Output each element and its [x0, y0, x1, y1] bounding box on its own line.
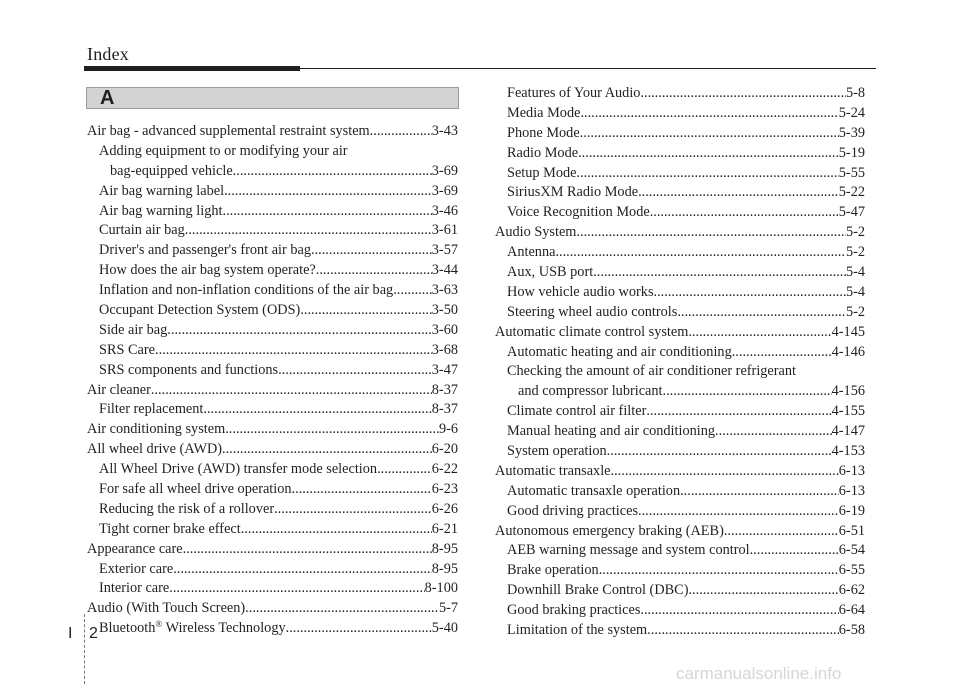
index-entry [87, 579, 458, 599]
entry-page-number: 3-69 [431, 182, 458, 199]
leader-dots [183, 540, 432, 560]
index-entry [87, 520, 458, 540]
leader-dots [222, 440, 432, 460]
entry-text: SRS components and functions [99, 361, 279, 378]
index-entry [87, 341, 458, 361]
index-entry [87, 202, 458, 222]
index-entry [495, 601, 865, 621]
leader-dots [233, 162, 432, 182]
index-entry [87, 560, 458, 580]
index-entry [87, 221, 458, 241]
entry-page-number: 4-145 [831, 323, 865, 340]
leader-dots [638, 502, 839, 522]
entry-text: Good braking practices [507, 602, 641, 619]
entry-text: How vehicle audio works [507, 283, 654, 300]
entry-text: Radio Mode [507, 144, 579, 161]
footer-section-label: I [68, 625, 73, 642]
entry-page-number: 6-21 [431, 520, 458, 537]
index-entry [87, 281, 458, 301]
entry-page-number: 5-4 [845, 264, 865, 281]
entry-text: Automatic transaxle [495, 462, 611, 479]
entry-page-number: 3-46 [431, 202, 458, 219]
entry-page-number: 5-47 [838, 204, 865, 221]
entry-page-number: 9-6 [438, 421, 458, 438]
index-entry [87, 599, 458, 619]
leader-dots [650, 203, 839, 223]
entry-text: For safe all wheel drive operation [99, 481, 292, 498]
index-entry [495, 323, 865, 343]
entry-text: Air bag warning light [99, 202, 223, 219]
index-entry [495, 243, 865, 263]
leader-dots [638, 183, 839, 203]
leader-dots [580, 124, 839, 144]
entry-page-number: 5-2 [845, 224, 865, 241]
leader-dots [593, 263, 846, 283]
index-entry [495, 343, 865, 363]
entry-text: Reducing the risk of a rollover [99, 500, 275, 517]
entry-page-number: 6-20 [431, 441, 458, 458]
entry-page-number: 8-95 [431, 560, 458, 577]
entry-text: Automatic transaxle operation [507, 482, 681, 499]
index-entry [87, 142, 458, 162]
index-entry [495, 303, 865, 323]
leader-dots [677, 303, 846, 323]
index-entry [87, 321, 458, 341]
leader-dots [241, 520, 432, 540]
index-entry [87, 182, 458, 202]
entry-text: Checking the amount of air conditioner refrigerant [507, 363, 797, 380]
entry-page-number: 6-58 [838, 622, 865, 639]
registered-mark: ® [155, 619, 163, 630]
leader-dots [245, 599, 439, 619]
leader-dots [611, 462, 839, 482]
leader-dots [151, 381, 432, 401]
entry-text: Features of Your Audio [507, 85, 641, 101]
index-entry [87, 381, 458, 401]
entry-page-number: 6-55 [838, 562, 865, 579]
entry-page-number: 3-50 [431, 302, 458, 319]
entry-text: Interior care [99, 580, 170, 597]
index-entry [87, 162, 458, 182]
entry-page-number: 6-13 [838, 462, 865, 479]
index-entry [495, 283, 865, 303]
entry-page-number: 8-37 [431, 381, 458, 398]
index-entry [87, 400, 458, 420]
entry-page-number: 3-63 [431, 282, 458, 299]
entry-page-number: 5-22 [838, 184, 865, 201]
leader-dots [646, 402, 831, 422]
index-entry [495, 462, 865, 482]
entry-text: AEB warning message and system control [507, 542, 750, 559]
index-entry [87, 420, 458, 440]
entry-text: Aux, USB port [507, 264, 594, 281]
section-letter: A [100, 87, 115, 109]
leader-dots [393, 281, 432, 301]
index-entry [495, 402, 865, 422]
leader-dots [640, 84, 845, 104]
entry-text: Antenna [507, 244, 556, 261]
leader-dots [278, 361, 432, 381]
leader-dots [654, 283, 846, 303]
leader-dots [225, 420, 439, 440]
entry-text: Voice Recognition Mode [507, 204, 650, 221]
index-entry [495, 183, 865, 203]
index-entry [495, 104, 865, 124]
entry-text: bag-equipped vehicle [110, 162, 233, 179]
entry-text: All Wheel Drive (AWD) transfer mode selection [99, 461, 378, 478]
leader-dots [688, 323, 831, 343]
entry-text: SiriusXM Radio Mode [507, 184, 639, 201]
index-entry [495, 482, 865, 502]
leader-dots [167, 321, 431, 341]
leader-dots [750, 541, 839, 561]
entry-page-number: 8-100 [424, 580, 458, 597]
entry-page-number: 4-147 [831, 423, 865, 440]
index-entry [495, 621, 865, 641]
entry-text: Appearance care [87, 540, 183, 557]
entry-page-number: 5-24 [838, 104, 865, 121]
entry-page-number: 6-51 [838, 522, 865, 539]
entry-page-number: 6-62 [838, 582, 865, 599]
entry-text: Manual heating and air conditioning [507, 423, 716, 440]
entry-text: and compressor lubricant [518, 383, 663, 400]
index-entry [87, 540, 458, 560]
index-entry [495, 124, 865, 144]
leader-dots [292, 480, 432, 500]
leader-dots [576, 223, 846, 243]
entry-text: Side air bag [99, 321, 168, 338]
section-letter-bar [86, 87, 459, 109]
leader-dots [578, 144, 839, 164]
leader-dots [680, 482, 839, 502]
footer-divider [84, 614, 85, 684]
entry-page-number: 3-60 [431, 321, 458, 338]
entry-page-number: 3-57 [431, 242, 458, 259]
entry-page-number: 8-37 [431, 401, 458, 418]
entry-page-number: 5-7 [438, 600, 458, 617]
index-entry [495, 442, 865, 462]
leader-dots [224, 182, 432, 202]
leader-dots [370, 122, 432, 142]
index-entry [495, 502, 865, 522]
entry-page-number: 5-4 [845, 283, 865, 300]
entry-text: Inflation and non-inflation conditions of the air bag [99, 282, 394, 299]
entry-page-number: 8-95 [431, 540, 458, 557]
entry-text: Phone Mode [507, 124, 580, 141]
leader-dots [599, 561, 839, 581]
index-entry [495, 144, 865, 164]
leader-dots [203, 400, 431, 420]
entry-text: Air bag warning label [99, 182, 225, 199]
leader-dots [311, 241, 432, 261]
index-entry [495, 522, 865, 542]
index-entry [87, 440, 458, 460]
leader-dots [286, 619, 432, 639]
entry-page-number: 6-54 [838, 542, 865, 559]
entry-page-number: 5-8 [845, 85, 865, 101]
index-entry [495, 203, 865, 223]
header-rule-thick [84, 66, 300, 71]
index-entry [495, 541, 865, 561]
entry-text: Good driving practices [507, 502, 639, 519]
index-entry [495, 561, 865, 581]
index-entry [495, 84, 865, 104]
leader-dots [274, 500, 432, 520]
index-entry [87, 480, 458, 500]
index-entry [87, 460, 458, 480]
entry-text: Air conditioning system [87, 421, 226, 438]
index-entry [87, 619, 458, 639]
leader-dots [377, 460, 432, 480]
entry-text: Steering wheel audio controls [507, 303, 678, 320]
entry-page-number: 5-2 [845, 303, 865, 320]
leader-dots [169, 579, 424, 599]
index-entry [87, 500, 458, 520]
entry-text: Downhill Brake Control (DBC) [507, 582, 689, 599]
leader-dots [300, 301, 431, 321]
index-entry [495, 263, 865, 283]
entry-text: Media Mode [507, 104, 581, 121]
entry-text: How does the air bag system operate? [99, 262, 316, 279]
leader-dots [663, 382, 832, 402]
index-entry [495, 581, 865, 601]
entry-text: Tight corner brake effect [99, 520, 241, 537]
entry-page-number: 6-64 [838, 602, 865, 619]
entry-text: Brake operation [507, 562, 599, 579]
entry-text: Audio System [495, 224, 577, 241]
entry-page-number: 4-153 [831, 443, 865, 460]
entry-text: SRS Care [99, 341, 156, 358]
leader-dots [647, 621, 839, 641]
entry-page-number: 5-55 [838, 164, 865, 181]
entry-text: Adding equipment to or modifying your air [99, 142, 348, 159]
leader-dots [555, 243, 846, 263]
leader-dots [316, 261, 432, 281]
index-entry [87, 241, 458, 261]
entry-page-number: 5-2 [845, 244, 865, 261]
entry-page-number: 5-19 [838, 144, 865, 161]
entry-text: Automatic heating and air conditioning [507, 343, 732, 360]
entry-text: Exterior care [99, 560, 174, 577]
index-entry [495, 164, 865, 184]
entry-page-number: 4-156 [831, 383, 865, 400]
leader-dots [607, 442, 832, 462]
index-entry [87, 301, 458, 321]
leader-dots [640, 601, 838, 621]
entry-text: All wheel drive (AWD) [87, 441, 223, 458]
index-entry [87, 361, 458, 381]
entry-page-number: 6-26 [431, 500, 458, 517]
entry-page-number: 5-39 [838, 124, 865, 141]
entry-page-number: 3-68 [431, 341, 458, 358]
index-entry [495, 382, 865, 402]
entry-text: Limitation of the system [507, 622, 648, 639]
entry-page-number: 6-23 [431, 481, 458, 498]
entry-text: Occupant Detection System (ODS) [99, 302, 301, 319]
entry-page-number: 3-61 [431, 222, 458, 239]
entry-text: Setup Mode [507, 164, 577, 181]
entry-page-number: 6-13 [838, 482, 865, 499]
entry-text: Audio (With Touch Screen) [87, 600, 246, 617]
entry-page-number: 3-44 [431, 262, 458, 279]
entry-text: System operation [507, 443, 607, 460]
entry-page-number: 6-19 [838, 502, 865, 519]
index-entry [87, 122, 458, 142]
entry-page-number: 3-69 [431, 162, 458, 179]
entry-page-number: 5-40 [431, 620, 458, 637]
leader-dots [577, 164, 839, 184]
entry-text: Filter replacement [99, 401, 204, 418]
header-rule-thin [300, 68, 876, 69]
entry-page-number: 3-47 [431, 361, 458, 378]
entry-text: Climate control air filter [507, 403, 647, 420]
index-entry [87, 261, 458, 281]
entry-page-number: 3-43 [431, 123, 458, 139]
page-number: 2 [89, 625, 98, 642]
entry-text: Bluetooth® Wireless Technology [99, 619, 286, 637]
index-column-left [87, 122, 458, 639]
leader-dots [155, 341, 432, 361]
index-entry [495, 422, 865, 442]
index-entry [495, 362, 865, 382]
entry-text: Driver's and passenger's front air bag [99, 242, 311, 259]
leader-dots [173, 560, 432, 580]
index-column-right [495, 84, 865, 641]
leader-dots [580, 104, 838, 124]
leader-dots [732, 343, 832, 363]
entry-page-number: 4-155 [831, 403, 865, 420]
entry-text: Air bag - advanced supplemental restraint system [87, 123, 370, 139]
leader-dots [724, 522, 839, 542]
entry-page-number: 6-22 [431, 461, 458, 478]
entry-text: Air cleaner [87, 381, 151, 398]
leader-dots [688, 581, 838, 601]
watermark: carmanualsonline.info [676, 664, 842, 683]
leader-dots [715, 422, 832, 442]
page-title: Index [87, 44, 129, 64]
entry-text: Curtain air bag [99, 222, 185, 239]
entry-text: Automatic climate control system [495, 323, 689, 340]
leader-dots [185, 221, 432, 241]
entry-page-number: 4-146 [831, 343, 865, 360]
index-entry [495, 223, 865, 243]
entry-text: Autonomous emergency braking (AEB) [495, 522, 724, 539]
leader-dots [223, 202, 432, 222]
